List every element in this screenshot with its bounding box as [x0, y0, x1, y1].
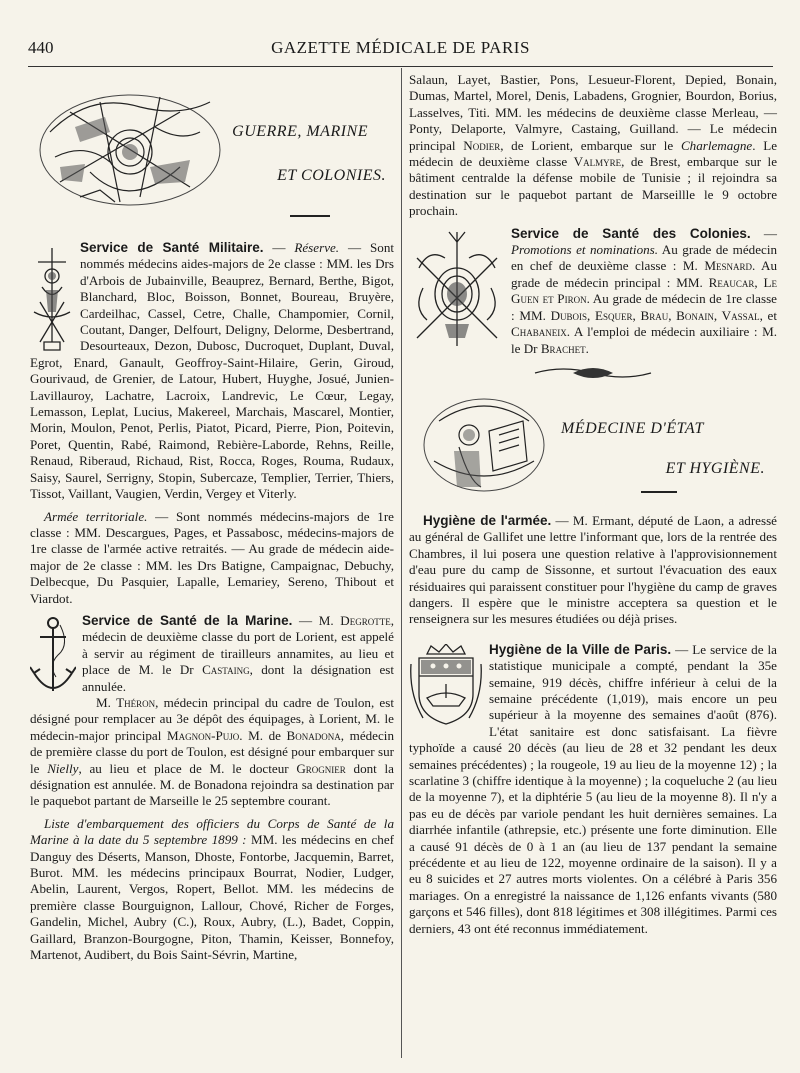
reserve-label: Réserve. — [294, 240, 340, 255]
ornamental-divider — [409, 357, 777, 387]
section-title-colonies: ET COLONIES. — [277, 167, 386, 184]
military-health-body: Sont nommés médecins aides-majors de 2e classe : MM. les Drs d'Arbois de Jubainville, Beauprez, Bernard, Berthe, Bigot, Blanchard, Bloc, Boisson, Bonnet, Boureau, Bruyère, Cardeilhac, Cassel, Cetre, Challe, Champomier, Cornil, Coutant, Danger, Delfourt, Deligny, Delorme, Desbertrand, Desourteaux, Dezon, Dubosc, Ducroquet, Duplant, Duval, Egrot, Enard, Ganault, Geoffroy-Saint-Hilaire, Gerin, Giroud, Gourivaud, de Grenier, de Latour, Hubert, Huyghe, Josué, Junien-Lavillauroy, Lachatre, Lacroix, Landrevic, Le Cœur, Legay, Lemasson, Leplat, Lucius, Makereel, Marchais, Mascarel, Montier, Morin, Moulon, Penot, Perlis, Piatot, Picard, Pierre, Pion, Poitevin, Poret, Quentin, Rabé, Raimond, Rebière-Laborde, Rehns, Reille, Renaud, Riberaud, Richaud, Rist, Rocca, Roges, Rouma, Rudaux, Saisy, Saurel, Serrigny, Stopin, Subercaze, Templier, Terrier, Thiers, Tissot, Vaillant, Vaugien, Verdin, Vergey et Viterly. — [30, 240, 395, 502]
ship-name: Nielly — [47, 760, 79, 776]
colonial-emblem-icon — [409, 228, 505, 350]
navy-health-paragraph — [30, 613, 394, 695]
name: Théron — [116, 694, 156, 710]
embarkation-list-continued — [409, 72, 777, 220]
paris-hygiene-body: — Le service de la statistique municipale a compté, pendant la 35e semaine, 919 décès, chiffre inférieur à celui de la semaine précédente (1,019), mais encore un peu supérieur à la moyenne des semaines d'août (876). L'état sanitaire est donc satisfaisant. La fièvre typhoïde a causé 20 décès (au lieu de 28 et 32 pendant les deux semaines précédentes) ; la rougeole, 19 au lieu de la moyenne 12) ; la scarlatine 3 (chiffre identique à la moyenne) ; la coqueluche 2 (au lieu de la moyenne 7), et la diphtérie 5 (au lieu de la moyenne 8). Il n'y a pas eu de décès par variole pendant les huit dernières semaines. La diarrhée infantile (athrepsie, etc.) présente une forte diminution. Elle a causé 91 décès de 0 à 1 an (au lieu de 137 pendant la semaine précédente et au lieu de 122, moyenne ordinaire de la saison). Il y a eu 8 suicides et 27 autres morts violentes. On a célébré à Paris 356 mariages. On a enregistré la naissance de 1,126 enfants vivants (580 garçons et 546 filles), dont 818 légitimes et 308 illégitimes. Parmi ces derniers, 43 ont été reconnus immédiatement. — [409, 641, 777, 936]
column-divider — [401, 68, 402, 1058]
ship-name: Charlemagne — [680, 137, 753, 153]
colonies-health-heading: Service de Santé des Colonies. — [511, 225, 751, 241]
left-column — [30, 72, 394, 963]
scholar-vignette-icon — [419, 391, 549, 499]
text: , médecin de deuxième classe du port de Lorient, est appelé à servir au régiment de tirailleurs annamites, au lieu et place de M. le Dr — [82, 612, 394, 678]
promotions-label: Promotions et nominations. — [511, 242, 659, 258]
name: Magnon-Pujo — [166, 727, 240, 743]
header-rule — [28, 66, 773, 67]
text: , au lieu et place de M. le docteur — [78, 760, 297, 776]
name: Nodier — [463, 137, 501, 153]
text: . M. de — [239, 727, 287, 743]
text: . Au grade de médecin de 1re classe : MM. — [511, 291, 777, 323]
flourish-divider-icon — [533, 363, 653, 383]
navy-paragraph-2 — [30, 695, 394, 810]
name: Grognier — [296, 760, 346, 776]
journal-title: GAZETTE MÉDICALE DE PARIS — [271, 38, 530, 57]
name: Valmyre — [573, 154, 622, 170]
colonies-health-paragraph — [409, 226, 777, 357]
name: Brachet — [540, 340, 586, 356]
military-health-heading: Service de Santé Militaire. — [80, 240, 264, 255]
text: Au grade de médecin en chef de deuxième classe : M. — [511, 242, 777, 274]
war-section-header — [30, 72, 394, 240]
name: Castaing — [202, 662, 250, 678]
text: Salaun, Layet, Bastier, Pons, Lesueur-Florent, Depied, Bonain, Dumas, Martel, Morel, Denis, Labadens, Grognier, Bourdon, Borius, Lasselves, Titi. MM. les médecins de deuxième classe Merleau, — Ponty, Delaporte, Valmyre, Castaing, Guilland. — Le médecin principal — [409, 72, 777, 153]
name: Reaucar, Le Guen et Piron — [511, 274, 777, 307]
text: M. — [96, 694, 117, 710]
text: . Le médecin de deuxième classe — [409, 137, 778, 170]
territorial-army-label: Armée territoriale. — [44, 508, 148, 524]
text: , dont la désignation est annulée. — [82, 662, 395, 694]
military-figure-ornament-icon — [30, 242, 74, 354]
navy-health-heading: Service de Santé de la Marine. — [82, 612, 293, 628]
section-title-hygiene: ET HYGIÈNE. — [665, 459, 765, 477]
embarkation-list-title: Liste d'embarquement des officiers du Corps de Santé de la Marine à la date du 5 septembre 1899 : — [30, 815, 394, 848]
text: . — [585, 340, 589, 356]
name: Bonadona — [286, 727, 341, 743]
name: Mesnard — [704, 258, 752, 274]
military-trophy-vignette-icon — [30, 72, 230, 222]
paris-hygiene-paragraph — [409, 642, 777, 937]
name: Degrotte — [340, 612, 391, 628]
text: , médecin principal du cadre de Toulon, est désigné pour remplacer au 3e dépôt des équipages, à Lorient, M. le médecin-major principal — [30, 694, 394, 743]
text: , et — [759, 307, 778, 323]
territorial-army-body: — Sont nommés médecins-majors de 1re classe : MM. Descargues, Pages, et Passabosc, médecins-majors de 1re classe de l'armée active retraités. — Au grade de médecin aide-major de 2e classe : MM. les Drs Batigne, Campaignac, Debuchy, Delbecque, Du Pasquier, Lapalle, Lemariey, Sereno, Thibout et Viardot. — [30, 508, 394, 606]
page-number: 440 — [28, 38, 54, 57]
name: Dubois, Esquer, Brau, Bonain, Vassal — [550, 307, 760, 323]
text: , médecin de première classe du port de Toulon, est désigné pour embarquer sur le — [30, 727, 394, 776]
army-hygiene-paragraph — [409, 513, 777, 628]
dash: — — [750, 225, 777, 241]
section-rule — [641, 491, 677, 493]
section-title-war-marine: GUERRE, MARINE — [232, 123, 368, 140]
dash: — — [263, 240, 295, 255]
text: , de Brest, embarque sur le bâtiment centralde la défense mobile de Tunisie ; il rejoindra sa destination sur le paquebot partant de Marseillle le 9 octobre prochain. — [409, 154, 778, 219]
anchor-ornament-icon — [30, 615, 76, 699]
military-health-paragraph — [30, 240, 394, 503]
section-title-medicine: MÉDECINE D'ÉTAT — [561, 419, 704, 437]
page-header — [28, 38, 773, 60]
territorial-army-paragraph — [30, 509, 394, 607]
dash: — — [339, 240, 370, 255]
text: — M. — [292, 612, 341, 628]
paris-hygiene-heading: Hygiène de la Ville de Paris. — [489, 641, 672, 657]
text: . A l'emploi de médecin auxiliaire : M. le Dr — [511, 324, 777, 356]
text: . Au grade de médecin principal : MM. — [511, 258, 777, 290]
section-rule — [290, 215, 330, 217]
army-hygiene-heading: Hygiène de l'armée. — [423, 512, 552, 528]
hygiene-section-header — [409, 387, 777, 507]
paris-coat-of-arms-icon — [409, 644, 483, 726]
name: Chabaneix — [511, 324, 567, 340]
embarkation-list-body: MM. les médecins en chef Danguy des Déserts, Manson, Dhoste, Fontorbe, Jacquemin, Barret, Burot. MM. les médecins principaux Bourrat, Nodier, Ludger, Abelin, Laurent, Vergos, Ropert, Bellot. MM. les médecins de première classe Bourguignon, Lallour, Chové, Richer de Forges, Gandelin, Michel, Aubry (C.), Roux, Aubry, (L.), Badet, Coppin, Gaillard, Branzon-Bourgogne, Piton, Thamin, Keisser, Bonnefoy, Martenot, Audibert, du Bois Saint-Sévrin, Martine, — [30, 832, 394, 963]
embarkation-list-paragraph — [30, 816, 394, 964]
text: dont la désignation est annulée. M. de Bonadona rejoindra sa destination par le paquebot partant de Marseille le 25 septembre courant. — [30, 760, 394, 809]
army-hygiene-body: — M. Ermant, député de Laon, a adressé au général de Gallifet une lettre l'informant que, lors de la rentrée des Chambres, il lui posera une question relative à l'approvisionnement d'eau pure du camp de Sissonne, et surtout l'évacuation des eaux résiduaires qui paraissent constituer pour l'hygiène du camp de graves dangers. Il espère que le ministre acceptera sa question et le renseignera sur les mesures étudiées ou déjà prises. — [409, 512, 777, 627]
text: , de Lorient, embarque sur le — [500, 137, 681, 153]
right-column — [409, 72, 777, 937]
